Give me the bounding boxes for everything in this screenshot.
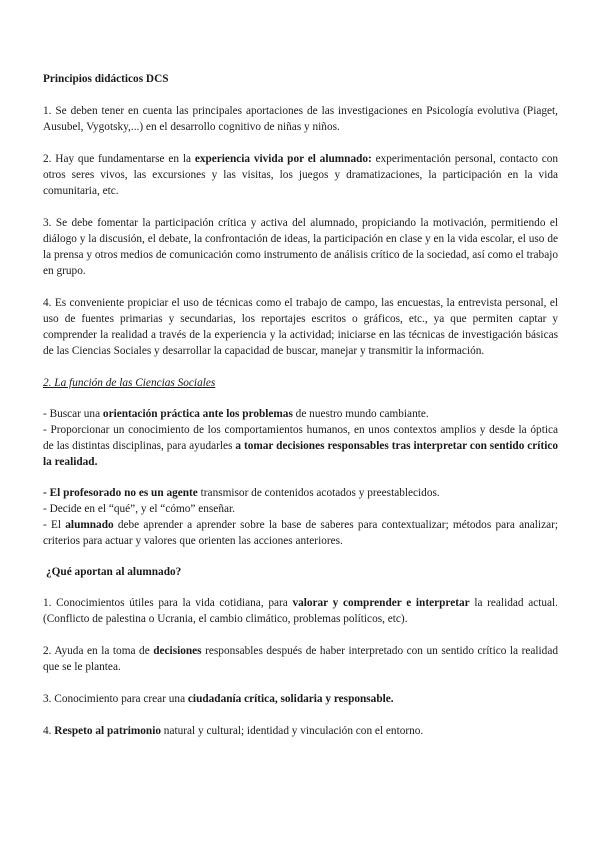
- text-run: 4. Es conveniente propiciar el uso de técnicas como el trabajo de campo, las encuestas, la entrevista personal, el uso de fuentes primarias y secundarias, los reportajes escritos o gráficos, etc., ya que permiten captar y comprender la realidad a través de la experiencia y la actividad; iniciarse en las técnicas de investigación básicas de las Ciencias Sociales y desarrollar la capacidad de buscar, manejar y transmitir la información.: [43, 297, 558, 357]
- question-heading: ¿Qué aportan al alumnado?: [46, 566, 182, 578]
- teacher-role-list: [43, 485, 558, 549]
- principle-paragraph: [43, 295, 558, 359]
- contribution-paragraph: [43, 723, 558, 739]
- contributions-list: [43, 595, 558, 739]
- bold-run: valorar y comprender e interpretar: [292, 597, 470, 609]
- contribution-paragraph: [43, 643, 558, 675]
- text-run: 2. Hay que fundamentarse en la: [43, 153, 195, 165]
- bold-run: ciudadanía crítica, solidaria y responsable.: [187, 693, 394, 705]
- bold-run: alumnado: [65, 519, 114, 531]
- principle-paragraph: [43, 215, 558, 279]
- text-run: 1. Conocimientos útiles para la vida cotidiana, para: [43, 597, 293, 609]
- list-item: [43, 406, 558, 422]
- text-run: 2. Ayuda en la toma de: [43, 645, 154, 657]
- text-run: 4.: [43, 725, 55, 737]
- text-run: 1. Se deben tener en cuenta las principales aportaciones de las investigaciones en Psicología evolutiva (Piaget, Ausubel, Vygotsky,...) en el desarrollo cognitivo de niñas y niños.: [43, 105, 558, 133]
- text-run: debe aprender a aprender sobre la base de saberes para contextualizar; métodos para analizar; criterios para actuar y valores que orienten las acciones anteriores.: [43, 519, 559, 547]
- text-run: de nuestro mundo cambiante.: [292, 408, 429, 420]
- text-run: 3. Conocimiento para crear una: [43, 693, 188, 705]
- text-run: la realidad actual. (Conflicto de palestina o Ucrania, el cambio climático, problemas políticos, etc).: [43, 597, 558, 625]
- bold-run: Respeto al patrimonio: [54, 725, 161, 737]
- bold-run: a tomar decisiones responsables tras interpretar con sentido crítico la realidad.: [43, 440, 559, 468]
- bold-run: experiencia vivida por el alumnado:: [194, 153, 372, 165]
- section-heading: 2. La función de las Ciencias Sociales: [43, 377, 216, 389]
- text-run: natural y cultural; identidad y vinculación con el entorno.: [160, 725, 424, 737]
- bold-run: - El profesorado no es un agente: [43, 487, 198, 499]
- text-run: - Buscar una: [43, 408, 103, 420]
- text-run: experimentación personal, contacto con otros seres vivos, las excursiones y las visitas, los juegos y dramatizaciones, la participación en la vida comunitaria, etc.: [43, 153, 559, 197]
- function-list: [43, 406, 558, 470]
- text-run: 3. Se debe fomentar la participación crítica y activa del alumnado, propiciando la motivación, permitiendo el diálogo y la discusión, el debate, la confrontación de ideas, la participación en clase y en la vida escolar, el uso de la prensa y otros medios de comunicación como instrumento de análisis crítico de la sociedad, así como el trabajo en grupo.: [43, 217, 558, 277]
- bold-run: orientación práctica ante los problemas: [102, 408, 293, 420]
- principle-paragraph: [43, 151, 558, 199]
- contribution-paragraph: [43, 595, 558, 627]
- text-run: - Proporcionar un conocimiento de los comportamientos humanos, en unos contextos amplios y desde la óptica de las distintas disciplinas, para ayudarles: [43, 424, 558, 452]
- document-title: Principios didácticos DCS: [43, 73, 169, 85]
- principles-list: [43, 103, 558, 359]
- principle-paragraph: [43, 103, 558, 135]
- contribution-paragraph: [43, 691, 558, 707]
- list-item: [43, 485, 558, 501]
- list-item: [43, 517, 558, 549]
- list-item: [43, 422, 558, 470]
- text-run: responsables después de haber interpretado con un sentido crítico la realidad que se le plantea.: [43, 645, 558, 673]
- text-run: - El: [43, 519, 66, 531]
- text-run: transmisor de contenidos acotados y preestablecidos.: [197, 487, 440, 499]
- bold-run: decisiones: [153, 645, 202, 657]
- text-run: - Decide en el “qué”, y el “cómo” enseñar.: [43, 503, 235, 515]
- list-item: [43, 501, 558, 517]
